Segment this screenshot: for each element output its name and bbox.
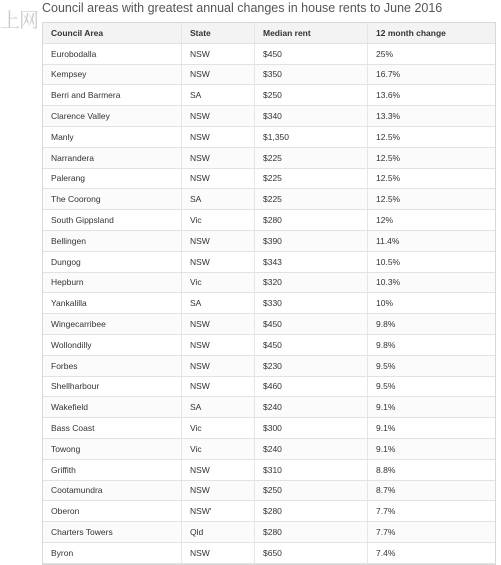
cell-12-month-change: 13.6% — [368, 85, 496, 106]
table-row — [43, 251, 495, 272]
cell-median-rent: $250 — [255, 85, 368, 106]
cell-median-rent: $230 — [255, 355, 368, 376]
cell-median-rent: $240 — [255, 397, 368, 418]
cell-council-area: Griffith — [43, 459, 182, 480]
cell-state: Vic — [182, 210, 255, 231]
cell-12-month-change: 7.4% — [368, 542, 496, 563]
cell-council-area: Oberon — [43, 501, 182, 522]
cell-12-month-change: 12.5% — [368, 189, 496, 210]
table-row — [43, 355, 495, 376]
cell-12-month-change: 9.5% — [368, 355, 496, 376]
cell-12-month-change: 12.5% — [368, 126, 496, 147]
cell-council-area: Clarence Valley — [43, 106, 182, 127]
cell-median-rent: $460 — [255, 376, 368, 397]
table-row — [43, 272, 495, 293]
cell-median-rent: $250 — [255, 480, 368, 501]
table-row — [43, 210, 495, 231]
table-row — [43, 147, 495, 168]
cell-state: NSW' — [182, 501, 255, 522]
cell-median-rent: $390 — [255, 230, 368, 251]
cell-council-area: Manly — [43, 126, 182, 147]
cell-state: NSW — [182, 147, 255, 168]
cell-council-area: Dungog — [43, 251, 182, 272]
cell-median-rent: $350 — [255, 64, 368, 85]
cell-council-area: Towong — [43, 438, 182, 459]
cell-median-rent: $310 — [255, 459, 368, 480]
cell-council-area: Yankalilla — [43, 293, 182, 314]
table-row — [43, 189, 495, 210]
cell-council-area: Bass Coast — [43, 418, 182, 439]
cell-state: NSW — [182, 64, 255, 85]
table-row — [43, 43, 495, 64]
cell-state: NSW — [182, 314, 255, 335]
cell-12-month-change: 11.4% — [368, 230, 496, 251]
cell-council-area: Kempsey — [43, 64, 182, 85]
table-row — [43, 314, 495, 335]
cell-council-area: Cootamundra — [43, 480, 182, 501]
cell-state: NSW — [182, 43, 255, 64]
cell-state: NSW — [182, 542, 255, 563]
cell-state: SA — [182, 189, 255, 210]
cell-council-area: South Gippsland — [43, 210, 182, 231]
cell-12-month-change: 9.1% — [368, 397, 496, 418]
cell-state: SA — [182, 85, 255, 106]
cell-state: NSW — [182, 480, 255, 501]
cell-council-area: Palerang — [43, 168, 182, 189]
table-row — [43, 126, 495, 147]
cell-median-rent: $330 — [255, 293, 368, 314]
cell-council-area: Eurobodalla — [43, 43, 182, 64]
cell-12-month-change: 7.7% — [368, 522, 496, 543]
table-row — [43, 480, 495, 501]
cell-median-rent: $450 — [255, 314, 368, 335]
header-council-area: Council Area — [43, 23, 182, 43]
cell-council-area: Berri and Barmera — [43, 85, 182, 106]
cell-state: NSW — [182, 376, 255, 397]
cell-state: NSW — [182, 126, 255, 147]
rent-table-container — [42, 22, 496, 565]
cell-12-month-change: 16.7% — [368, 64, 496, 85]
cell-12-month-change: 12.5% — [368, 168, 496, 189]
table-header-row — [43, 23, 495, 43]
cell-12-month-change: 13.3% — [368, 106, 496, 127]
cell-median-rent: $650 — [255, 542, 368, 563]
cell-state: Qld — [182, 522, 255, 543]
cell-state: Vic — [182, 438, 255, 459]
cell-12-month-change: 8.8% — [368, 459, 496, 480]
header-state: State — [182, 23, 255, 43]
cell-median-rent: $225 — [255, 168, 368, 189]
table-row — [43, 230, 495, 251]
cell-12-month-change: 8.7% — [368, 480, 496, 501]
cell-12-month-change: 12% — [368, 210, 496, 231]
cell-median-rent: $225 — [255, 189, 368, 210]
table-row — [43, 293, 495, 314]
table-row — [43, 438, 495, 459]
page-title: Council areas with greatest annual changes in house rents to June 2016 — [42, 1, 443, 15]
table-row — [43, 334, 495, 355]
cell-median-rent: $225 — [255, 147, 368, 168]
cell-12-month-change: 9.1% — [368, 438, 496, 459]
cell-median-rent: $280 — [255, 522, 368, 543]
table-row — [43, 85, 495, 106]
cell-12-month-change: 9.5% — [368, 376, 496, 397]
cell-median-rent: $280 — [255, 210, 368, 231]
watermark-logo: 上网 — [0, 8, 38, 32]
cell-council-area: Narrandera — [43, 147, 182, 168]
cell-state: Vic — [182, 272, 255, 293]
cell-median-rent: $320 — [255, 272, 368, 293]
cell-council-area: Forbes — [43, 355, 182, 376]
cell-council-area: Wollondilly — [43, 334, 182, 355]
cell-12-month-change: 10.3% — [368, 272, 496, 293]
header-12-month-change: 12 month change — [368, 23, 496, 43]
cell-median-rent: $240 — [255, 438, 368, 459]
cell-12-month-change: 9.8% — [368, 314, 496, 335]
cell-council-area: Shellharbour — [43, 376, 182, 397]
table-row — [43, 397, 495, 418]
table-row — [43, 501, 495, 522]
cell-12-month-change: 10% — [368, 293, 496, 314]
cell-state: SA — [182, 293, 255, 314]
table-row — [43, 168, 495, 189]
cell-median-rent: $340 — [255, 106, 368, 127]
cell-12-month-change: 12.5% — [368, 147, 496, 168]
cell-median-rent: $300 — [255, 418, 368, 439]
table-row — [43, 376, 495, 397]
table-row — [43, 522, 495, 543]
table-row — [43, 542, 495, 563]
cell-state: NSW — [182, 168, 255, 189]
table-row — [43, 64, 495, 85]
cell-median-rent: $1,350 — [255, 126, 368, 147]
cell-state: NSW — [182, 355, 255, 376]
cell-12-month-change: 7.7% — [368, 501, 496, 522]
cell-council-area: Bellingen — [43, 230, 182, 251]
cell-state: NSW — [182, 459, 255, 480]
table-row — [43, 106, 495, 127]
cell-council-area: Byron — [43, 542, 182, 563]
header-median-rent: Median rent — [255, 23, 368, 43]
cell-state: NSW — [182, 251, 255, 272]
cell-state: NSW — [182, 334, 255, 355]
cell-median-rent: $343 — [255, 251, 368, 272]
cell-state: SA — [182, 397, 255, 418]
cell-12-month-change: 10.5% — [368, 251, 496, 272]
cell-median-rent: $450 — [255, 334, 368, 355]
cell-state: Vic — [182, 418, 255, 439]
cell-median-rent: $450 — [255, 43, 368, 64]
cell-12-month-change: 9.8% — [368, 334, 496, 355]
cell-12-month-change: 25% — [368, 43, 496, 64]
cell-council-area: Charters Towers — [43, 522, 182, 543]
cell-median-rent: $280 — [255, 501, 368, 522]
cell-council-area: The Coorong — [43, 189, 182, 210]
table-row — [43, 459, 495, 480]
rent-table — [43, 23, 495, 564]
cell-state: NSW — [182, 230, 255, 251]
cell-council-area: Hepburn — [43, 272, 182, 293]
cell-state: NSW — [182, 106, 255, 127]
cell-council-area: Wingecarribee — [43, 314, 182, 335]
cell-12-month-change: 9.1% — [368, 418, 496, 439]
table-body — [43, 43, 495, 563]
cell-council-area: Wakefield — [43, 397, 182, 418]
table-row — [43, 418, 495, 439]
